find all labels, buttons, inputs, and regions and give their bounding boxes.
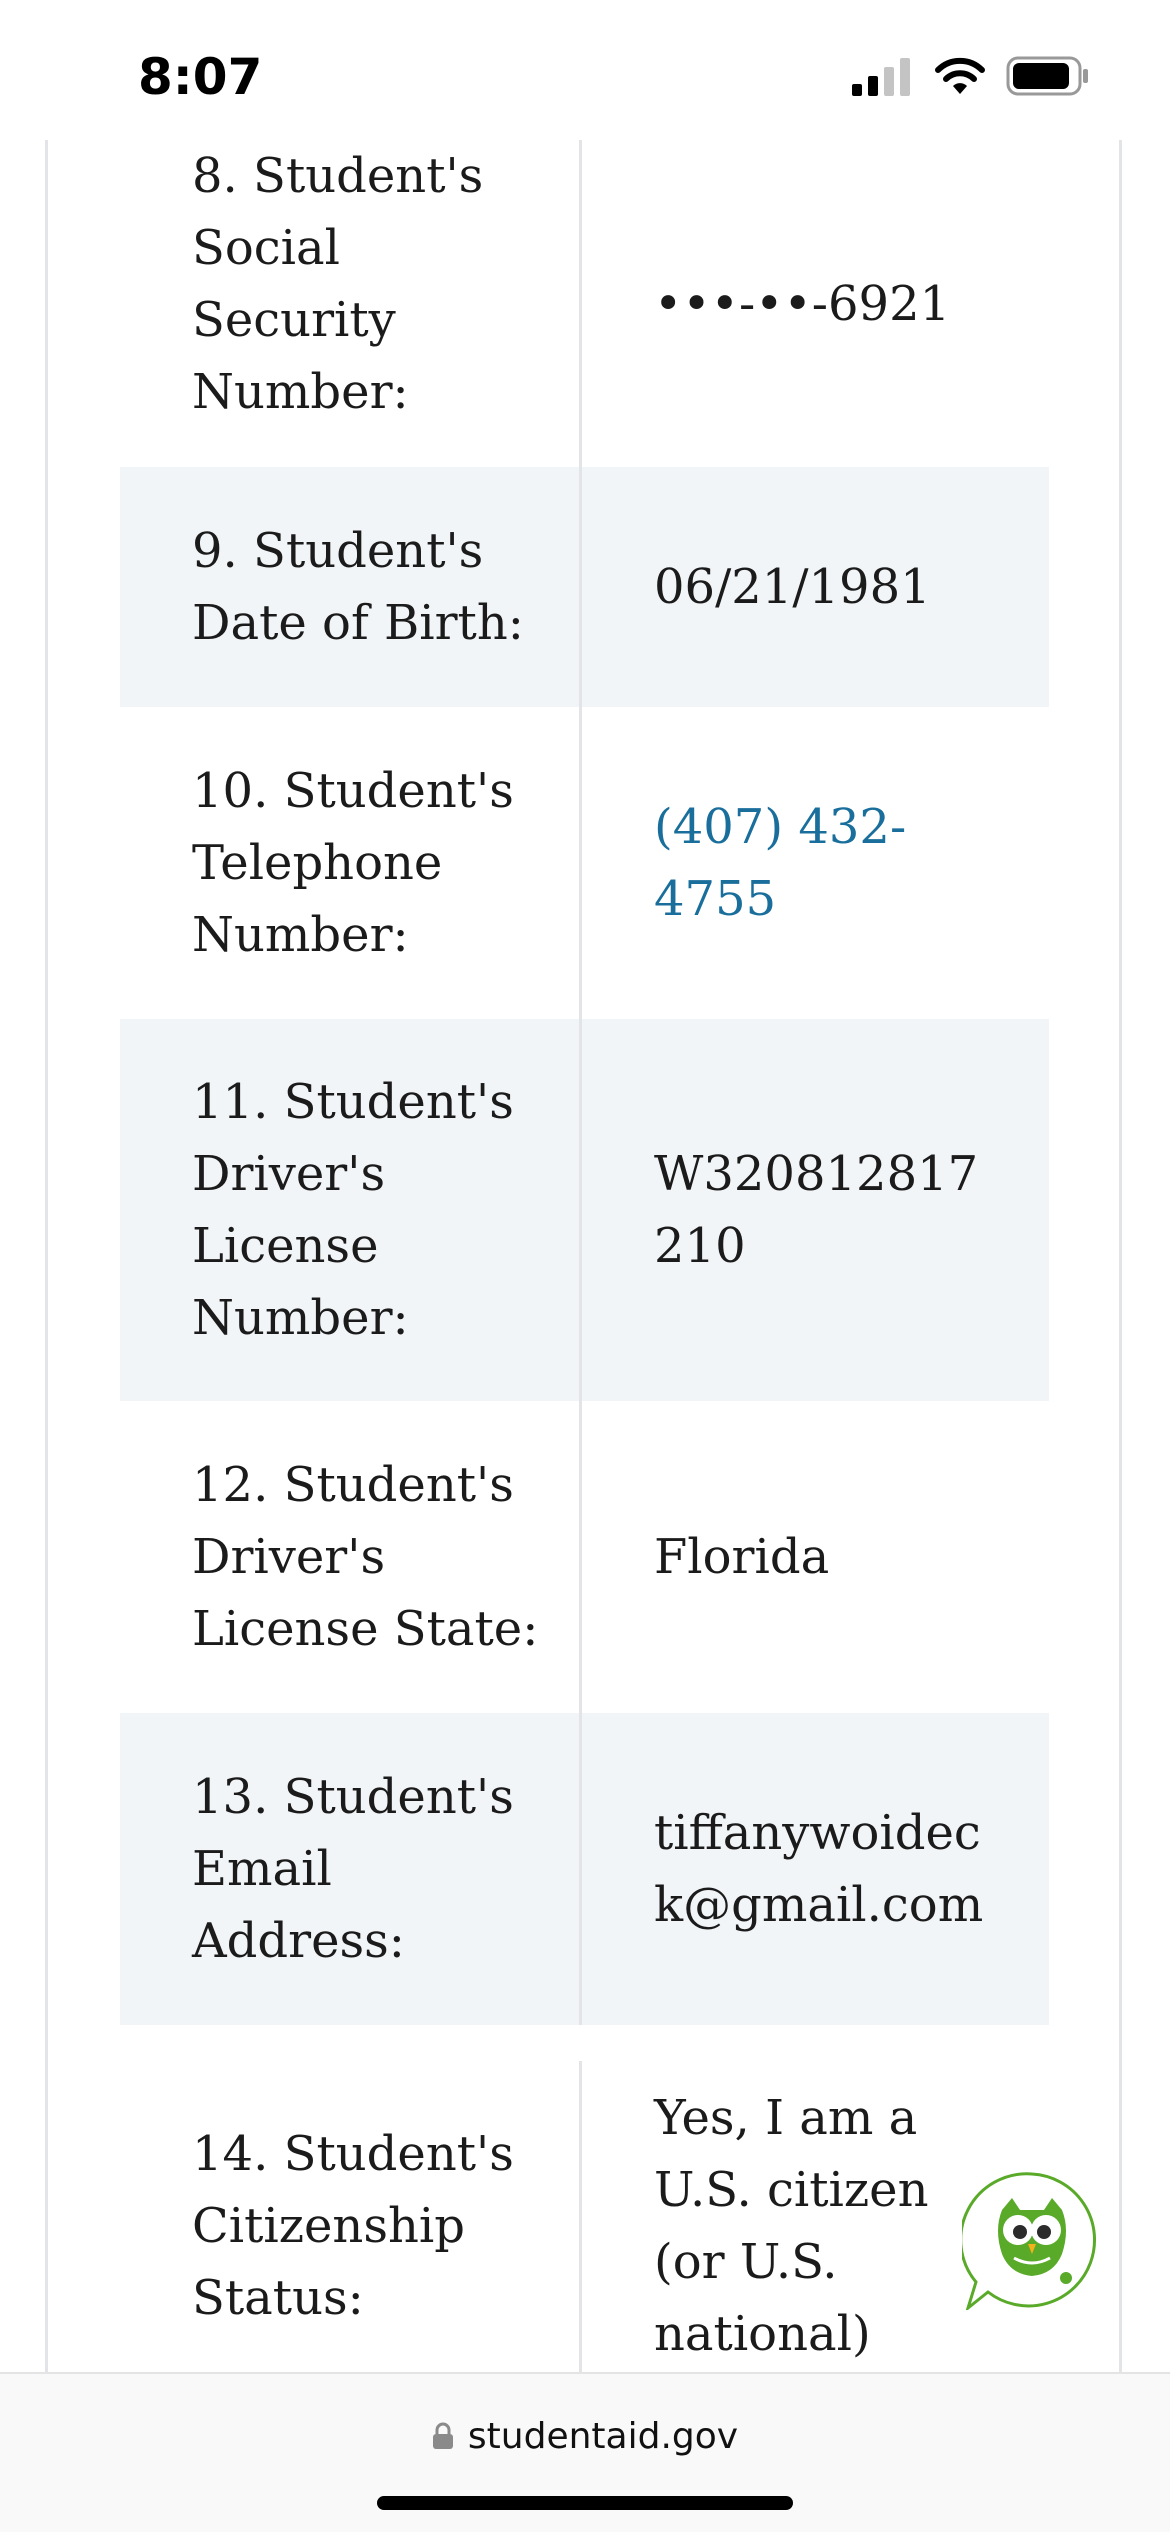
- row-label: 12. Student's Driver's License State:: [120, 1401, 582, 1713]
- home-indicator[interactable]: [377, 2496, 793, 2510]
- status-bar: [0, 0, 1170, 140]
- student-info-table: [120, 140, 1049, 2372]
- url-display[interactable]: [0, 2416, 1170, 2457]
- battery-icon: [1006, 56, 1090, 96]
- status-time: 8:07: [138, 48, 263, 106]
- table-row: [120, 2061, 1049, 2372]
- row-label: 8. Student's Social Security Number:: [120, 140, 582, 467]
- wifi-icon: [933, 56, 987, 96]
- row-label: 13. Student's Email Address:: [120, 1713, 582, 2025]
- row-value: Florida: [654, 1529, 830, 1585]
- table-row: [120, 1019, 1049, 1401]
- row-label: 10. Student's Telephone Number:: [120, 707, 582, 1019]
- row-label: 11. Student's Driver's License Number:: [120, 1019, 582, 1401]
- table-row: [120, 1401, 1049, 1713]
- page-content: [0, 140, 1170, 2372]
- row-value: 06/21/1981: [654, 559, 931, 615]
- owl-chat-icon[interactable]: [962, 2170, 1102, 2310]
- signal-icon: [852, 58, 912, 96]
- row-value: tiffanywoideck@gmail.com: [654, 1805, 984, 1933]
- browser-address-bar: [0, 2372, 1170, 2532]
- container-border-left: [45, 140, 48, 2372]
- row-value: •••-••-6921: [654, 275, 951, 332]
- table-row: [120, 1713, 1049, 2025]
- container-border-right: [1119, 140, 1122, 2372]
- row-value: W320812817210: [654, 1146, 979, 1274]
- telephone-link[interactable]: (407) 432-4755: [654, 799, 907, 927]
- table-row: [120, 140, 1049, 467]
- lock-icon: [432, 2422, 454, 2450]
- row-value: Yes, I am a U.S. citizen (or U.S. national): [654, 2090, 929, 2362]
- row-label: 9. Student's Date of Birth:: [120, 467, 582, 707]
- row-label: 14. Student's Citizenship Status:: [120, 2061, 582, 2372]
- table-row: [120, 707, 1049, 1019]
- table-row: [120, 467, 1049, 707]
- url-text: studentaid.gov: [467, 2416, 739, 2457]
- row-spacer: [120, 2025, 1049, 2061]
